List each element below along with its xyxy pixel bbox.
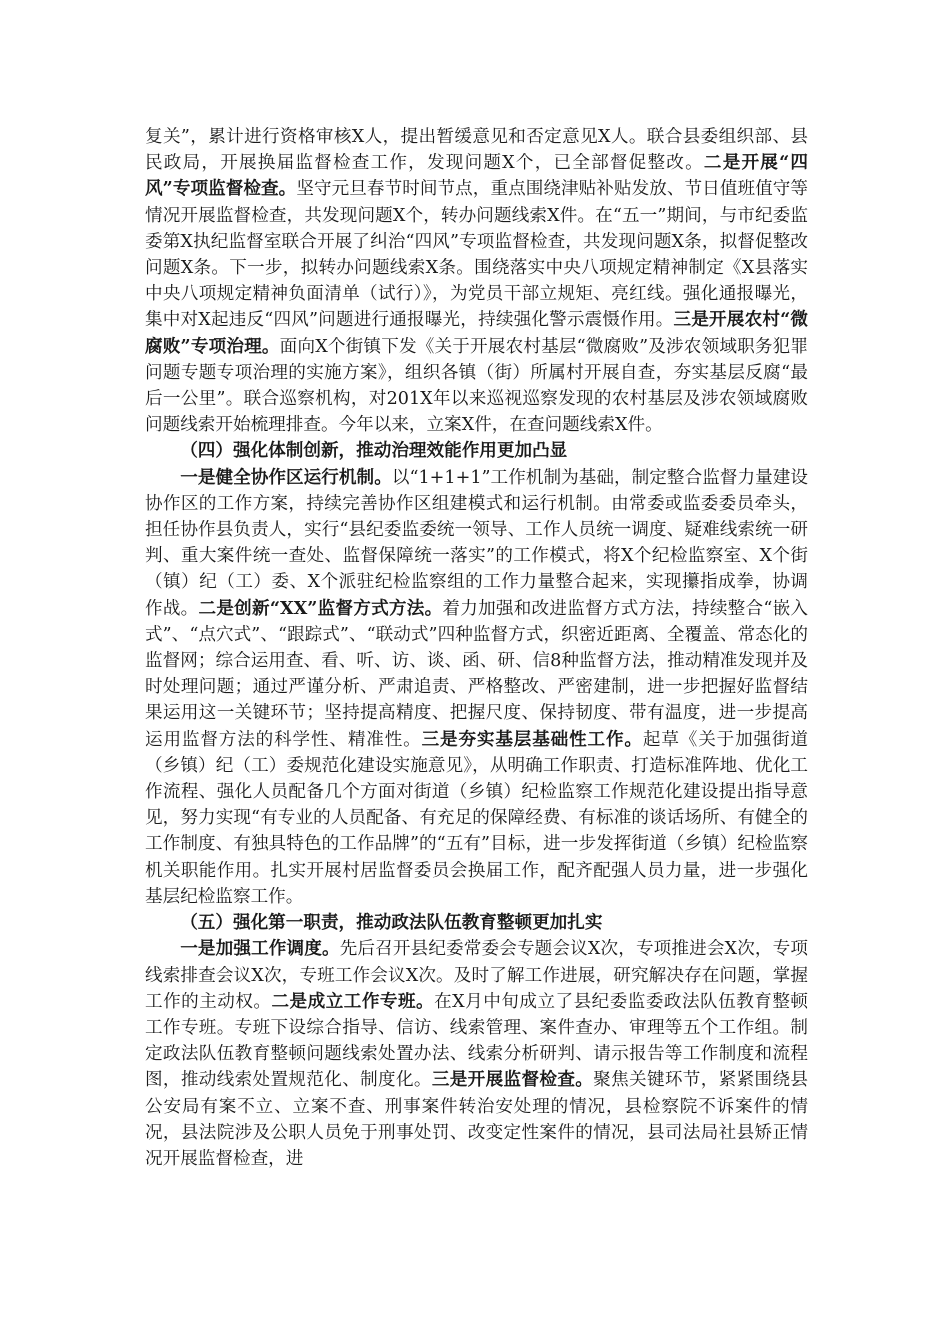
bold-subheading: 二是开展“四风”专项监督检查。 (145, 152, 809, 200)
text-run: 复关”，累计进行资格审核X人，提出暂缓意见和否定意见X人。联合县委组织部、县民政局，开展换届监督检查工作，发现问题X个，已全部督促整改。 (145, 127, 808, 174)
text-run: 着力加强和改进监督方式方法，持续整合“嵌入式”、“点穴式”、“跟踪式”、“联动式”四种监督方式，织密近距离、全覆盖、常态化的监督网；综合运用查、看、听、访、谈、函、研、信8种监督方法，推动精准发现并及时处理问题；通过严谨分析、严肃追责、严格整改、严密建制，进一步把握好监督结果运用这一关键环节；坚持提高精度、把握尺度、保持韧度、带有温度，进一步提高运用监督方法的科学性、精准性。 (145, 598, 808, 750)
text-run: 以“1+1+1”工作机制为基础，制定整合监督力量建设协作区的工作方案，持续完善协作区组建模式和运行机制。由常委或监委委员牵头，担任协作县负责人，实行“县纪委监委统一领导、工作人员统一调度、疑难线索统一研判、重大案件统一查处、监督保障统一落实”的工作模式，将X个纪检监察室、X个街（镇）纪（工）委、X个派驻纪检监察组的工作力量整合起来，实现攥指成拳，协调作战。 (145, 467, 808, 619)
bold-subheading: 一是加强工作调度。 (180, 938, 340, 960)
bold-subheading: 三是开展监督检查。 (431, 1069, 594, 1091)
section-heading-5: （五）强化第一职责，推动政法队伍教育整顿更加扎实 (180, 912, 603, 934)
bold-subheading: 二是成立工作专班。 (271, 990, 435, 1012)
bold-subheading: 三是夯实基层基础性工作。 (421, 728, 643, 750)
paragraph-2 (145, 465, 808, 910)
text-run: 坚守元旦春节时间节点，重点围绕津贴补贴发放、节日值班值守等情况开展监督检查，共发现问题X个，转办问题线索X件。在“五一”期间，与市纪委监委第X执纪监督室联合开展了纠治“四风”专项监督检查，共发现问题X条，拟督促整改问题X条。下一步，拟转办问题线索X条。围绕落实中央八项规定精神制定《X县落实中央八项规定精神负面清单（试行）》，为党员干部立规矩、亮红线。强化通报曝光，集中对X起违反“四风”问题进行通报曝光，持续强化警示震慑作用。 (145, 179, 808, 331)
text-run: 聚焦关键环节，紧紧围绕县公安局有案不立、立案不查、刑事案件转治安处理的情况，县检察院不诉案件的情况，县法院涉及公职人员免于刑事处罚、改变定性案件的情况，县司法局社县矫正情况开展监督检查，进 (145, 1070, 808, 1169)
section-heading-4: （四）强化体制创新，推动治理效能作用更加凸显 (180, 440, 568, 462)
text-run: 先后召开县纪委常委会专题会议X次，专项推进会X次，专项线索排查会议X次，专班工作会议X次。及时了解工作进展，研究解决存在问题，掌握工作的主动权。 (145, 939, 808, 1012)
paragraph-3 (145, 936, 808, 1172)
bold-subheading: 二是创新“XX”监督方式方法。 (198, 597, 443, 619)
text-run: 在X月中旬成立了县纪委监委政法队伍教育整顿工作专班。专班下设综合指导、信访、线索管理、案件查办、审理等五个工作组。制定政法队伍教育整顿问题线索处置办法、线索分析研判、请示报告等工作制度和流程图，推动线索处置规范化、制度化。 (145, 991, 808, 1091)
bold-subheading: 一是健全协作区运行机制。 (180, 466, 392, 488)
text-run: 起草《关于加强街道（乡镇）纪（工）委规范化建设实施意见》，从明确工作职责、打造标准阵地、优化工作流程、强化人员配备几个方面对街道（乡镇）纪检监察工作规范化建设提出指导意见，努力实现“有专业的人员配备、有充足的保障经费、有标准的谈话场所、有健全的工作制度、有独具特色的工作品牌”的“五有”目标，进一步发挥街道（乡镇）纪检监察机关职能作用。扎实开展村居监督委员会换届工作，配齐配强人员力量，进一步强化基层纪检监察工作。 (145, 729, 808, 907)
paragraph-1 (145, 124, 808, 438)
text-run: 面向X个街镇下发《关于开展农村基层“微腐败”及涉农领域职务犯罪问题专题专项治理的实施方案》，组织各镇（街）所属村开展自查，夯实基层反腐“最后一公里”。联合巡察机构，对201X年以来巡视巡察发现的农村基层及涉农领域腐败问题线索开始梳理排查。今年以来，立案X件，在查问题线索X件。 (145, 336, 808, 436)
bold-subheading: 三是开展农村“微腐败”专项治理。 (145, 309, 808, 357)
document-page (145, 124, 808, 1172)
